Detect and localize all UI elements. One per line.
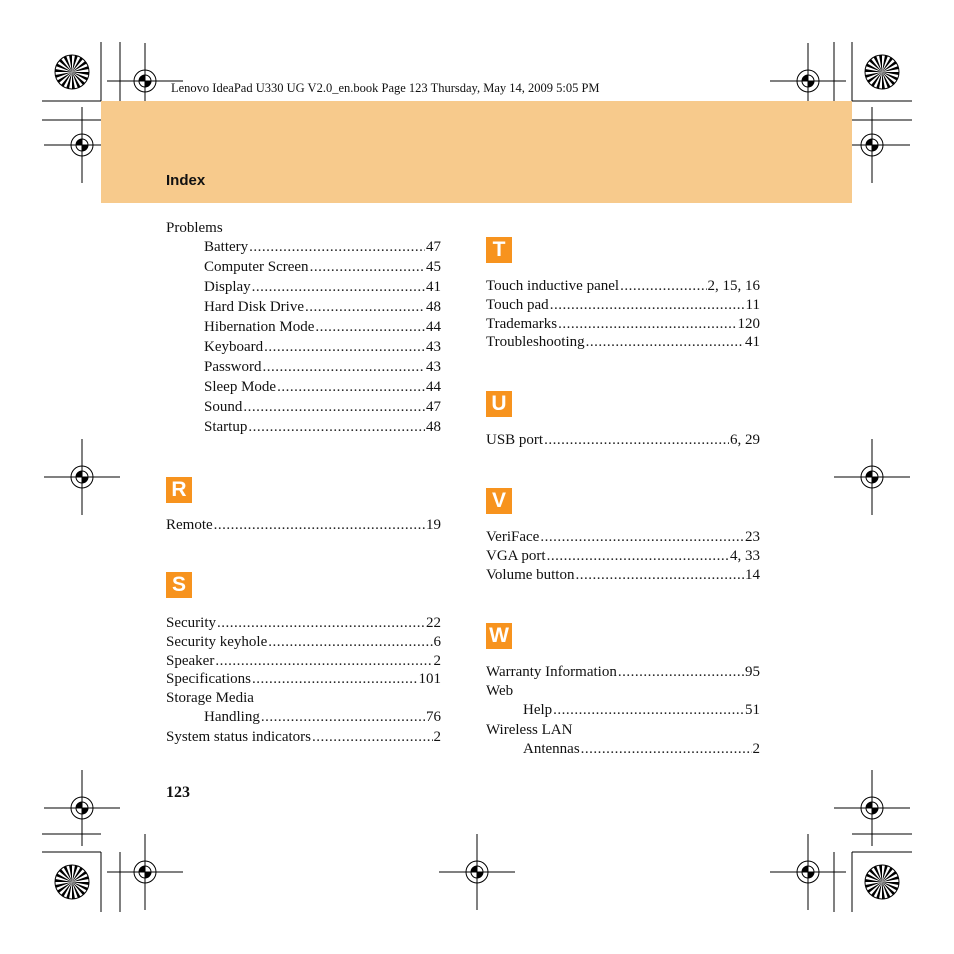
header-band bbox=[101, 101, 852, 203]
letter-badge-u: U bbox=[486, 391, 512, 417]
index-entry: Security keyhole ..... 6 bbox=[166, 633, 441, 652]
index-entry: Warranty Information ..... 95 bbox=[486, 663, 760, 682]
index-entry: Touch inductive panel ..... 2, 15, 16 bbox=[486, 277, 760, 296]
crosshair-mark bbox=[770, 834, 846, 910]
index-heading-web: Web bbox=[486, 683, 514, 699]
index-entry: Sound ..... 47 bbox=[204, 398, 441, 417]
index-entry: Display ..... 41 bbox=[204, 278, 441, 297]
index-entry: Battery ..... 47 bbox=[204, 238, 441, 257]
index-entry: Sleep Mode ..... 44 bbox=[204, 378, 441, 397]
starburst-mark bbox=[865, 865, 899, 899]
index-entry: USB port ..... 6, 29 bbox=[486, 431, 760, 450]
crosshair-mark bbox=[834, 770, 910, 846]
index-entry: Specifications ..... 101 bbox=[166, 670, 441, 689]
index-entry: System status indicators ..... 2 bbox=[166, 728, 441, 747]
index-entry: Startup ..... 48 bbox=[204, 418, 441, 437]
starburst-mark bbox=[55, 865, 89, 899]
index-entry: Handling ..... 76 bbox=[204, 708, 441, 727]
index-entry: Troubleshooting ..... 41 bbox=[486, 333, 760, 352]
letter-badge-v: V bbox=[486, 488, 512, 514]
page-number: 123 bbox=[166, 784, 190, 801]
index-entry: VeriFace ..... 23 bbox=[486, 528, 760, 547]
index-entry: Hard Disk Drive ..... 48 bbox=[204, 298, 441, 317]
letter-badge-w: W bbox=[486, 623, 512, 649]
crosshair-mark bbox=[107, 834, 183, 910]
index-entry: Password ..... 43 bbox=[204, 358, 441, 377]
index-heading-wireless-lan: Wireless LAN bbox=[486, 722, 573, 738]
starburst-mark bbox=[55, 55, 89, 89]
letter-badge-r: R bbox=[166, 477, 192, 503]
index-entry: Touch pad ..... 11 bbox=[486, 296, 760, 315]
crosshair-mark bbox=[439, 834, 515, 910]
index-entry: Security ..... 22 bbox=[166, 614, 441, 633]
index-entry: VGA port ..... 4, 33 bbox=[486, 547, 760, 566]
book-slug-line: Lenovo IdeaPad U330 UG V2.0_en.book Page 123 Thursday, May 14, 2009 5:05 PM bbox=[171, 81, 600, 95]
letter-badge-t: T bbox=[486, 237, 512, 263]
letter-badge-s: S bbox=[166, 572, 192, 598]
index-entry: Keyboard ..... 43 bbox=[204, 338, 441, 357]
crosshair-mark bbox=[834, 439, 910, 515]
index-entry: Trademarks ..... 120 bbox=[486, 315, 760, 334]
index-entry: Antennas ..... 2 bbox=[523, 740, 760, 759]
index-entry: Remote ..... 19 bbox=[166, 516, 441, 535]
index-entry: Hibernation Mode ..... 44 bbox=[204, 318, 441, 337]
crosshair-mark bbox=[44, 439, 120, 515]
starburst-mark bbox=[865, 55, 899, 89]
index-entry: Volume button ..... 14 bbox=[486, 566, 760, 585]
index-entry: Speaker ..... 2 bbox=[166, 652, 441, 671]
index-heading-problems: Problems bbox=[166, 220, 223, 236]
index-entry: Help ..... 51 bbox=[523, 701, 760, 720]
index-entry: Computer Screen ..... 45 bbox=[204, 258, 441, 277]
crosshair-mark bbox=[44, 770, 120, 846]
section-title: Index bbox=[166, 172, 206, 189]
index-heading-storage-media: Storage Media bbox=[166, 690, 254, 706]
